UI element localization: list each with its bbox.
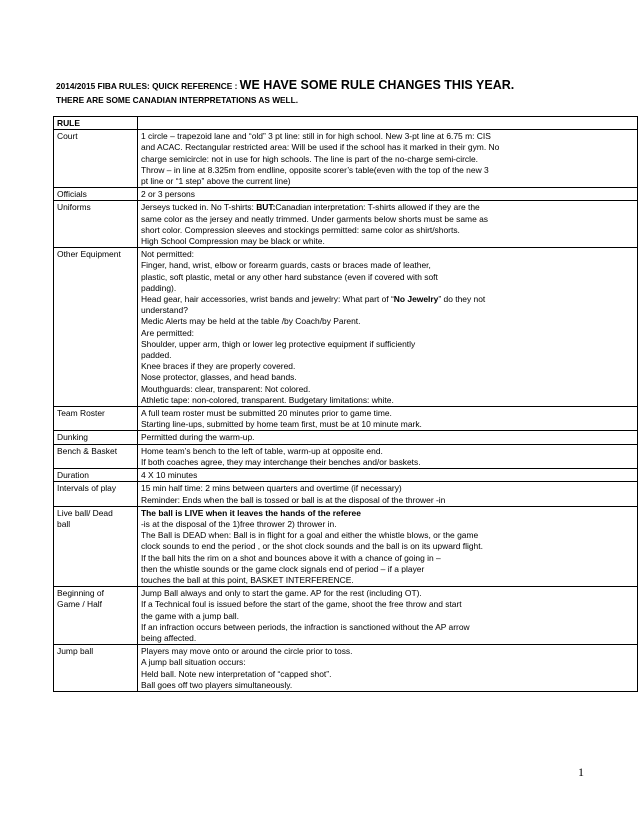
rule-name-cell — [54, 444, 138, 468]
rule-description-line: plastic, soft plastic, metal or any other hard substance (even if covered with soft — [141, 271, 438, 282]
rule-description-cell — [138, 188, 638, 201]
rule-name: Duration — [57, 470, 89, 481]
page-number: 1 — [578, 765, 584, 779]
rule-name: Beginning of — [57, 588, 104, 599]
title-emphasis: WE HAVE SOME RULE CHANGES THIS YEAR. — [239, 78, 515, 92]
rule-description-cell — [138, 469, 638, 482]
table-row — [54, 248, 638, 407]
rule-description-line: and ACAC. Rectangular restricted area: Will be used if the school has it marked in their gym. No — [141, 142, 500, 153]
rule-description-line: A jump ball situation occurs: — [141, 657, 246, 668]
rule-description-line: 2 or 3 persons — [141, 189, 195, 200]
rule-description-line: Shoulder, upper arm, thigh or lower leg protective equipment if sufficiently — [141, 338, 416, 349]
table-row — [54, 407, 638, 431]
rule-name-cell — [54, 248, 138, 407]
document-subtitle: THERE ARE SOME CANADIAN INTERPRETATIONS AS WELL. — [56, 95, 298, 105]
table-row — [54, 482, 638, 506]
rule-name: ball — [57, 518, 71, 529]
rule-description-line: Mouthguards: clear, transparent: Not colored. — [141, 383, 311, 394]
rule-description-line: Jerseys tucked in. No T-shirts: BUT:Canadian interpretation: T-shirts allowed if they are the — [141, 202, 480, 213]
rule-name-cell — [54, 506, 138, 586]
table-row — [54, 506, 638, 586]
rule-name-cell — [54, 431, 138, 444]
rule-description-line: being affected. — [141, 632, 197, 643]
rule-name-cell — [54, 407, 138, 431]
rule-name: Jump ball — [57, 646, 94, 657]
rule-name: Court — [57, 131, 78, 142]
rule-description-line: 4 X 10 minutes — [141, 470, 198, 481]
rule-description-line: pt line or “1 step” above the current line) — [141, 176, 291, 187]
rule-name: Officials — [57, 189, 87, 200]
rule-description-cell — [138, 431, 638, 444]
rule-description-line: Ball goes off two players simultaneously. — [141, 679, 293, 690]
rule-name-cell — [54, 130, 138, 188]
rule-description-line: A full team roster must be submitted 20 minutes prior to game time. — [141, 408, 392, 419]
rule-description-line: 1 circle – trapezoid lane and “old” 3 pt line: still in for high school. New 3-pt line at 6.75 m: CIS — [141, 131, 491, 142]
rule-description-line: Medic Alerts may be held at the table /by Coach/by Parent. — [141, 316, 361, 327]
rule-description-line: touches the ball at this point, BASKET INTERFERENCE. — [141, 574, 354, 585]
rule-description-line: The ball is LIVE when it leaves the hands of the referee — [141, 507, 361, 518]
table-row — [54, 188, 638, 201]
table-header-blank — [138, 117, 638, 130]
rule-name: Live ball/ Dead — [57, 507, 113, 518]
rule-name: Team Roster — [57, 408, 105, 419]
rule-description-cell — [138, 506, 638, 586]
table-row — [54, 431, 638, 444]
rule-description-cell — [138, 587, 638, 645]
rule-description-line: Not permitted: — [141, 249, 194, 260]
rule-name-cell — [54, 587, 138, 645]
rule-description-line: 15 min half time: 2 mins between quarters and overtime (if necessary) — [141, 483, 402, 494]
rule-description-line: High School Compression may be black or white. — [141, 236, 325, 247]
rule-description-line: Nose protector, glasses, and head bands. — [141, 372, 297, 383]
rule-description-line: If the ball hits the rim on a shot and bounces above it with a chance of going in – — [141, 552, 441, 563]
rule-description-line: -is at the disposal of the 1)free thrower 2) thrower in. — [141, 518, 337, 529]
rule-description-line: Starting line-ups, submitted by home team first, must be at 10 minute mark. — [141, 419, 422, 430]
rule-description-line: Permitted during the warm-up. — [141, 432, 255, 443]
table-row — [54, 469, 638, 482]
rule-name: Game / Half — [57, 599, 103, 610]
table-row — [54, 444, 638, 468]
rule-description-line: Held ball. Note new interpretation of “capped shot”. — [141, 668, 332, 679]
table-row — [54, 130, 638, 188]
rule-description-line: If a Technical foul is issued before the start of the game, shoot the free throw and start — [141, 599, 462, 610]
rule-description-cell — [138, 130, 638, 188]
rule-description-line: short color. Compression sleeves and stockings permitted: same color as shirt/shorts. — [141, 224, 460, 235]
rule-description-cell — [138, 482, 638, 506]
rule-name-cell — [54, 645, 138, 692]
document-title — [56, 78, 514, 93]
table-row — [54, 587, 638, 645]
table-row — [54, 645, 638, 692]
rule-description-line: Are permitted: — [141, 327, 194, 338]
rule-description-cell — [138, 201, 638, 248]
rule-description-line: Knee braces if they are properly covered. — [141, 361, 296, 372]
rule-description-cell — [138, 407, 638, 431]
rule-description-line: Home team’s bench to the left of table, warm-up at opposite end. — [141, 445, 383, 456]
rule-description-cell — [138, 444, 638, 468]
rule-description-line: Athletic tape: non-colored, transparent. Budgetary limitations: white. — [141, 394, 394, 405]
rule-description-line: same color as the jersey and neatly trimmed. Under garments below shorts must be same as — [141, 213, 489, 224]
rule-name-cell — [54, 482, 138, 506]
rule-description-cell — [138, 645, 638, 692]
rule-description-line: padding). — [141, 282, 177, 293]
rule-name: Other Equipment — [57, 249, 121, 260]
rule-description-line: Reminder: Ends when the ball is tossed or ball is at the disposal of the thrower -in — [141, 494, 446, 505]
rule-description-line: padded. — [141, 350, 172, 361]
rule-name: Intervals of play — [57, 483, 117, 494]
rule-description-line: charge semicircle: not in use for high schools. The line is part of the no-charge semi-circle. — [141, 153, 479, 164]
rule-name-cell — [54, 201, 138, 248]
rule-name: Uniforms — [57, 202, 91, 213]
rule-description-line: The Ball is DEAD when: Ball is in flight for a goal and either the whistle blows, or the game — [141, 530, 479, 541]
rule-name: Dunking — [57, 432, 88, 443]
rule-description-line: Players may move onto or around the circle prior to toss. — [141, 646, 353, 657]
table-header-row — [54, 117, 638, 130]
rule-description-cell — [138, 248, 638, 407]
rule-description-line: If both coaches agree, they may interchange their benches and/or baskets. — [141, 456, 421, 467]
rule-description-line: then the whistle sounds or the game clock signals end of period – if a player — [141, 563, 425, 574]
rules-table-body — [54, 117, 638, 692]
title-prefix: 2014/2015 FIBA RULES: QUICK REFERENCE : — [56, 81, 240, 91]
rule-description-line: the game with a jump ball. — [141, 610, 240, 621]
rule-description-line: clock sounds to end the period , or the shot clock sounds and the ball is on its upward flight. — [141, 541, 483, 552]
rule-name-cell — [54, 469, 138, 482]
rule-description-line: If an infraction occurs between periods, the infraction is sanctioned without the AP arrow — [141, 621, 470, 632]
rule-description-line: Jump Ball always and only to start the game. AP for the rest (including OT). — [141, 588, 422, 599]
table-row — [54, 201, 638, 248]
rule-description-line: Head gear, hair accessories, wrist bands and jewelry: What part of “No Jewelry” do they not — [141, 294, 486, 305]
table-header-rule: RULE — [54, 117, 138, 130]
rule-description-line: Throw – in line at 8.325m from endline, opposite scorer’s table(even with the top of the new 3 — [141, 164, 489, 175]
rule-description-line: understand? — [141, 305, 188, 316]
rule-description-line: Finger, hand, wrist, elbow or forearm guards, casts or braces made of leather, — [141, 260, 431, 271]
rule-name: Bench & Basket — [57, 445, 118, 456]
rule-name-cell — [54, 188, 138, 201]
rules-table — [53, 116, 638, 692]
